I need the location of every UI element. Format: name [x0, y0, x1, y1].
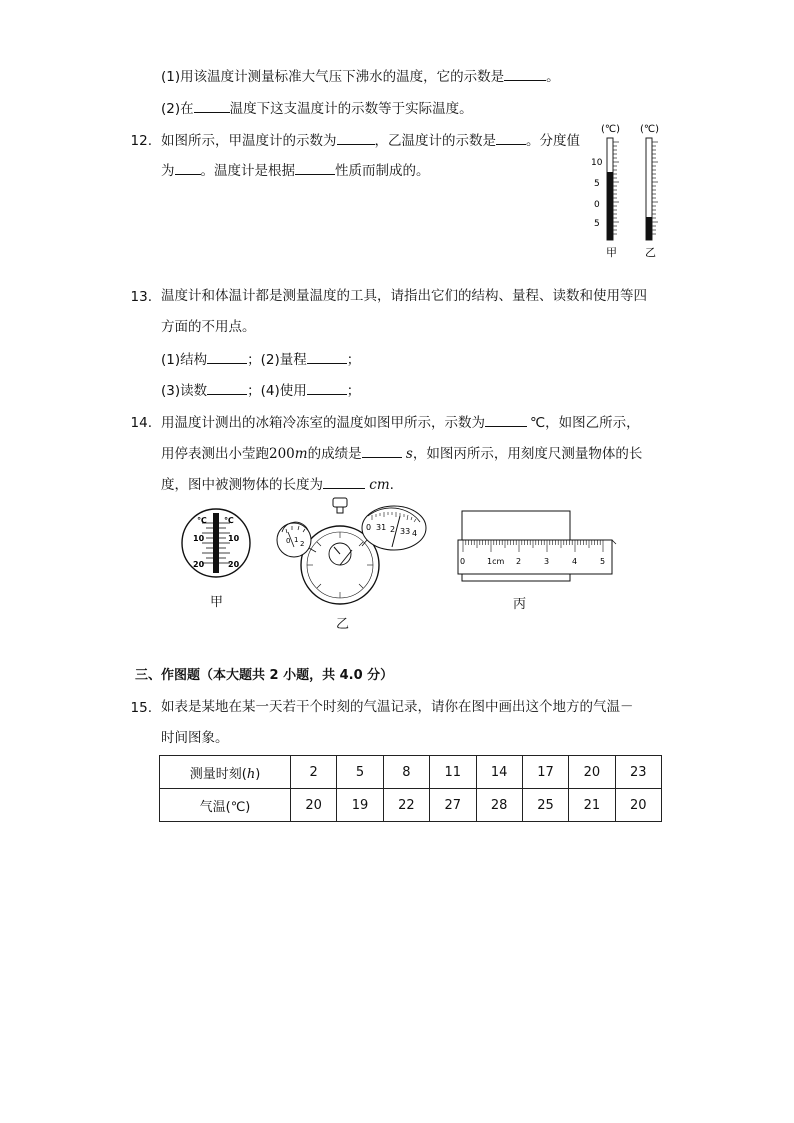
answer-blank[interactable] — [362, 443, 402, 458]
svg-text:33: 33 — [400, 527, 411, 536]
answer-blank[interactable] — [307, 380, 347, 395]
thermometer-jia — [591, 138, 619, 240]
answer-blank[interactable] — [307, 349, 347, 364]
q15-number: 15. — [130, 700, 152, 716]
svg-text:5: 5 — [594, 219, 600, 229]
svg-text:0: 0 — [286, 537, 291, 545]
q12-thermometers-figure — [588, 120, 670, 262]
svg-text:10: 10 — [228, 534, 240, 543]
svg-text:10: 10 — [193, 534, 205, 543]
answer-blank[interactable] — [485, 412, 527, 427]
table-cell: 22 — [383, 789, 429, 822]
svg-text:20: 20 — [193, 560, 205, 569]
q14-caption-yi: 乙 — [336, 617, 350, 632]
q14-figure-yi-stopwatch — [272, 492, 434, 608]
answer-blank[interactable] — [323, 474, 365, 489]
answer-blank[interactable] — [496, 130, 526, 145]
svg-text:2: 2 — [390, 525, 396, 534]
answer-blank[interactable] — [337, 130, 375, 145]
temperature-table — [159, 755, 662, 822]
answer-blank[interactable] — [504, 66, 546, 81]
q13-line2: 方面的不用点。 — [161, 319, 256, 335]
table-cell: 20 — [569, 756, 615, 789]
q12-number: 12. — [130, 133, 152, 149]
svg-text:5: 5 — [594, 179, 600, 189]
svg-text:2: 2 — [516, 557, 522, 566]
svg-text:3: 3 — [544, 557, 550, 566]
unit-label: (℃) — [640, 124, 660, 135]
svg-text:℃: ℃ — [197, 516, 207, 525]
figure-caption-jia: 甲 — [606, 246, 617, 259]
svg-text:0: 0 — [460, 557, 466, 566]
table-row — [160, 789, 662, 822]
table-row — [160, 756, 662, 789]
q14-number: 14. — [130, 415, 152, 431]
table-cell: 21 — [569, 789, 615, 822]
row-header-time: 测量时刻(h) — [160, 756, 291, 789]
svg-text:31: 31 — [376, 523, 387, 532]
unit-label: (℃) — [601, 124, 621, 135]
svg-text:4: 4 — [572, 557, 578, 566]
svg-text:℃: ℃ — [224, 516, 234, 525]
svg-text:5: 5 — [600, 557, 606, 566]
section-3-title: 三、作图题（本大题共 2 小题，共 4.0 分） — [135, 668, 394, 683]
table-cell: 8 — [383, 756, 429, 789]
q14-line1: 用温度计测出的冰箱冷冻室的温度如图甲所示，示数为 ℃，如图乙所示， — [161, 412, 640, 433]
answer-blank[interactable] — [295, 160, 335, 175]
q15-line1: 如表是某地在某一天若干个时刻的气温记录，请你在图中画出这个地方的气温－ — [161, 699, 634, 715]
table-cell: 2 — [291, 756, 337, 789]
svg-text:4: 4 — [412, 529, 418, 538]
table-cell: 19 — [337, 789, 383, 822]
q13-items-row1: (1)结构 ；(2)量程 ； — [161, 349, 360, 370]
table-cell: 5 — [337, 756, 383, 789]
answer-blank[interactable] — [194, 98, 230, 113]
q14-figure-jia-thermometer — [180, 507, 252, 579]
answer-blank[interactable] — [175, 160, 201, 175]
svg-text:1cm: 1cm — [487, 557, 505, 566]
svg-text:20: 20 — [228, 560, 240, 569]
table-cell: 17 — [522, 756, 568, 789]
table-cell: 11 — [430, 756, 476, 789]
table-cell: 14 — [476, 756, 522, 789]
q14-caption-jia: 甲 — [210, 595, 224, 610]
q13-items-row2: (3)读数 ；(4)使用 ； — [161, 380, 360, 401]
q14-caption-bing: 丙 — [513, 597, 527, 612]
answer-blank[interactable] — [207, 380, 247, 395]
table-cell: 28 — [476, 789, 522, 822]
q14-line3: 度，图中被测物体的长度为 cm. — [161, 474, 394, 495]
svg-text:0: 0 — [366, 523, 372, 532]
q14-line2: 用停表测出小莹跑200m的成绩是 s，如图丙所示，用刻度尺测量物体的长 — [161, 443, 642, 464]
q13-number: 13. — [130, 289, 152, 305]
q11-part1: (1)用该温度计测量标准大气压下沸水的温度，它的示数是 。 — [161, 66, 560, 87]
table-cell: 20 — [291, 789, 337, 822]
q12-line1: 如图所示，甲温度计的示数为 ，乙温度计的示数是 。分度值 — [161, 130, 580, 151]
q12-line2: 为 。温度计是根据 性质而制成的。 — [161, 160, 430, 181]
q11-part1-text: (1)用该温度计测量标准大气压下沸水的温度，它的示数是 — [161, 69, 505, 85]
thermometer-yi — [646, 138, 658, 240]
answer-blank[interactable] — [207, 349, 247, 364]
table-cell: 27 — [430, 789, 476, 822]
table-cell: 20 — [615, 789, 661, 822]
table-cell: 23 — [615, 756, 661, 789]
q15-line2: 时间图象。 — [161, 730, 229, 746]
svg-text:10: 10 — [591, 158, 603, 168]
table-cell: 25 — [522, 789, 568, 822]
figure-caption-yi: 乙 — [645, 246, 656, 259]
q13-line1: 温度计和体温计都是测量温度的工具，请指出它们的结构、量程、读数和使用等四 — [161, 288, 647, 304]
svg-text:2: 2 — [300, 540, 305, 548]
svg-text:0: 0 — [594, 200, 600, 210]
q11-part2: (2)在 温度下这支温度计的示数等于实际温度。 — [161, 98, 473, 119]
row-header-temp: 气温(℃) — [160, 789, 291, 822]
svg-text:1: 1 — [294, 536, 299, 544]
q14-figure-bing-ruler — [454, 508, 620, 584]
